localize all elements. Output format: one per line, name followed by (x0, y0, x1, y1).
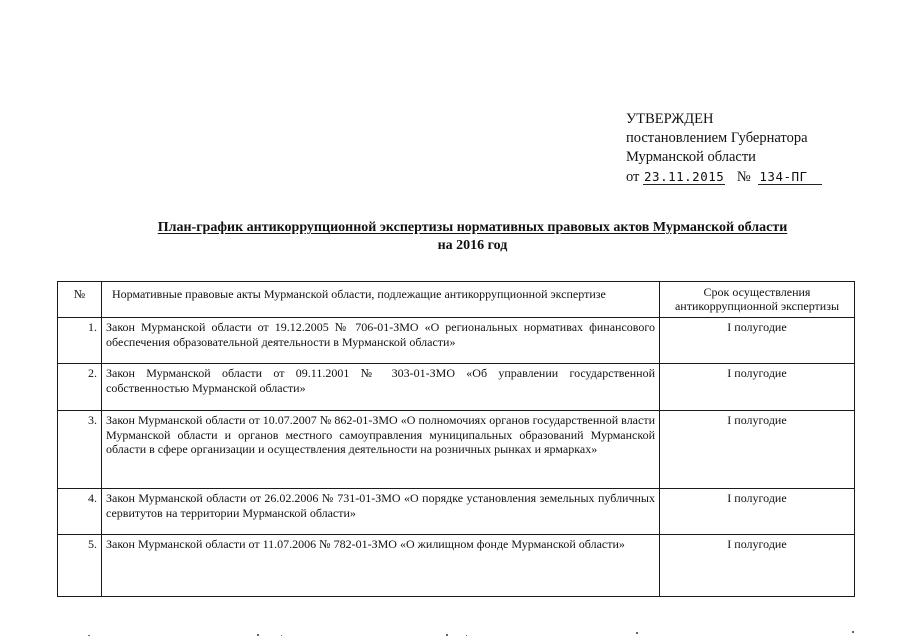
row-act: Закон Мурманской области от 26.02.2006 № 731-01-ЗМО «О порядке установления земельных публичных сервитутов на территории Мурманской области» (102, 489, 660, 535)
header-term: Срок осуществления антикоррупционной экспертизы (660, 282, 855, 318)
row-act: Закон Мурманской области от 11.07.2006 № 782-01-ЗМО «О жилищном фонде Мурманской области» (102, 535, 660, 597)
row-num: 4. (58, 489, 102, 535)
plan-table (57, 281, 855, 597)
date-prefix: от (626, 169, 640, 185)
document-title (100, 219, 845, 255)
title-line-2: на 2016 год (437, 238, 508, 253)
table-row (58, 364, 855, 411)
row-act: Закон Мурманской области от 09.11.2001 № 303-01-ЗМО «Об управлении государственной собственностью Мурманской области» (102, 364, 660, 411)
table-header-row (58, 282, 855, 318)
table-row (58, 318, 855, 364)
row-term: I полугодие (660, 535, 855, 597)
row-term: I полугодие (660, 318, 855, 364)
row-act: Закон Мурманской области от 10.07.2007 № 862-01-ЗМО «О полномочиях органов государственной власти Мурманской области и органов местного самоуправления муниципальных образований Мурманской области в сфере организации и осуществления деятельности на розничных рынках и ярмарках» (102, 411, 660, 489)
scan-artifact-dots (0, 626, 905, 640)
approval-authority: постановлением Губернатора (626, 130, 808, 146)
approval-date: 23.11.2015 (644, 169, 725, 184)
approval-date-line (626, 167, 822, 187)
table-row (58, 535, 855, 597)
row-term: I полугодие (660, 489, 855, 535)
header-act: Нормативные правовые акты Мурманской области, подлежащие антикоррупционной экспертизе (102, 282, 660, 318)
approval-heading: УТВЕРЖДЕН (626, 111, 714, 127)
row-num: 2. (58, 364, 102, 411)
row-num: 1. (58, 318, 102, 364)
row-term: I полугодие (660, 364, 855, 411)
row-num: 3. (58, 411, 102, 489)
approval-block (626, 110, 822, 187)
number-label: № (736, 169, 751, 185)
row-num: 5. (58, 535, 102, 597)
table-row (58, 489, 855, 535)
row-act: Закон Мурманской области от 19.12.2005 № 706-01-ЗМО «О региональных нормативах финансового обеспечения образовательной деятельности в Мурманской области» (102, 318, 660, 364)
approval-region: Мурманской области (626, 149, 756, 165)
row-term: I полугодие (660, 411, 855, 489)
approval-number: 134-ПГ (758, 169, 821, 185)
header-num: № (58, 282, 102, 318)
title-line-1: План-график антикоррупционной экспертизы нормативных правовых актов Мурманской области (157, 220, 788, 235)
table-row (58, 411, 855, 489)
